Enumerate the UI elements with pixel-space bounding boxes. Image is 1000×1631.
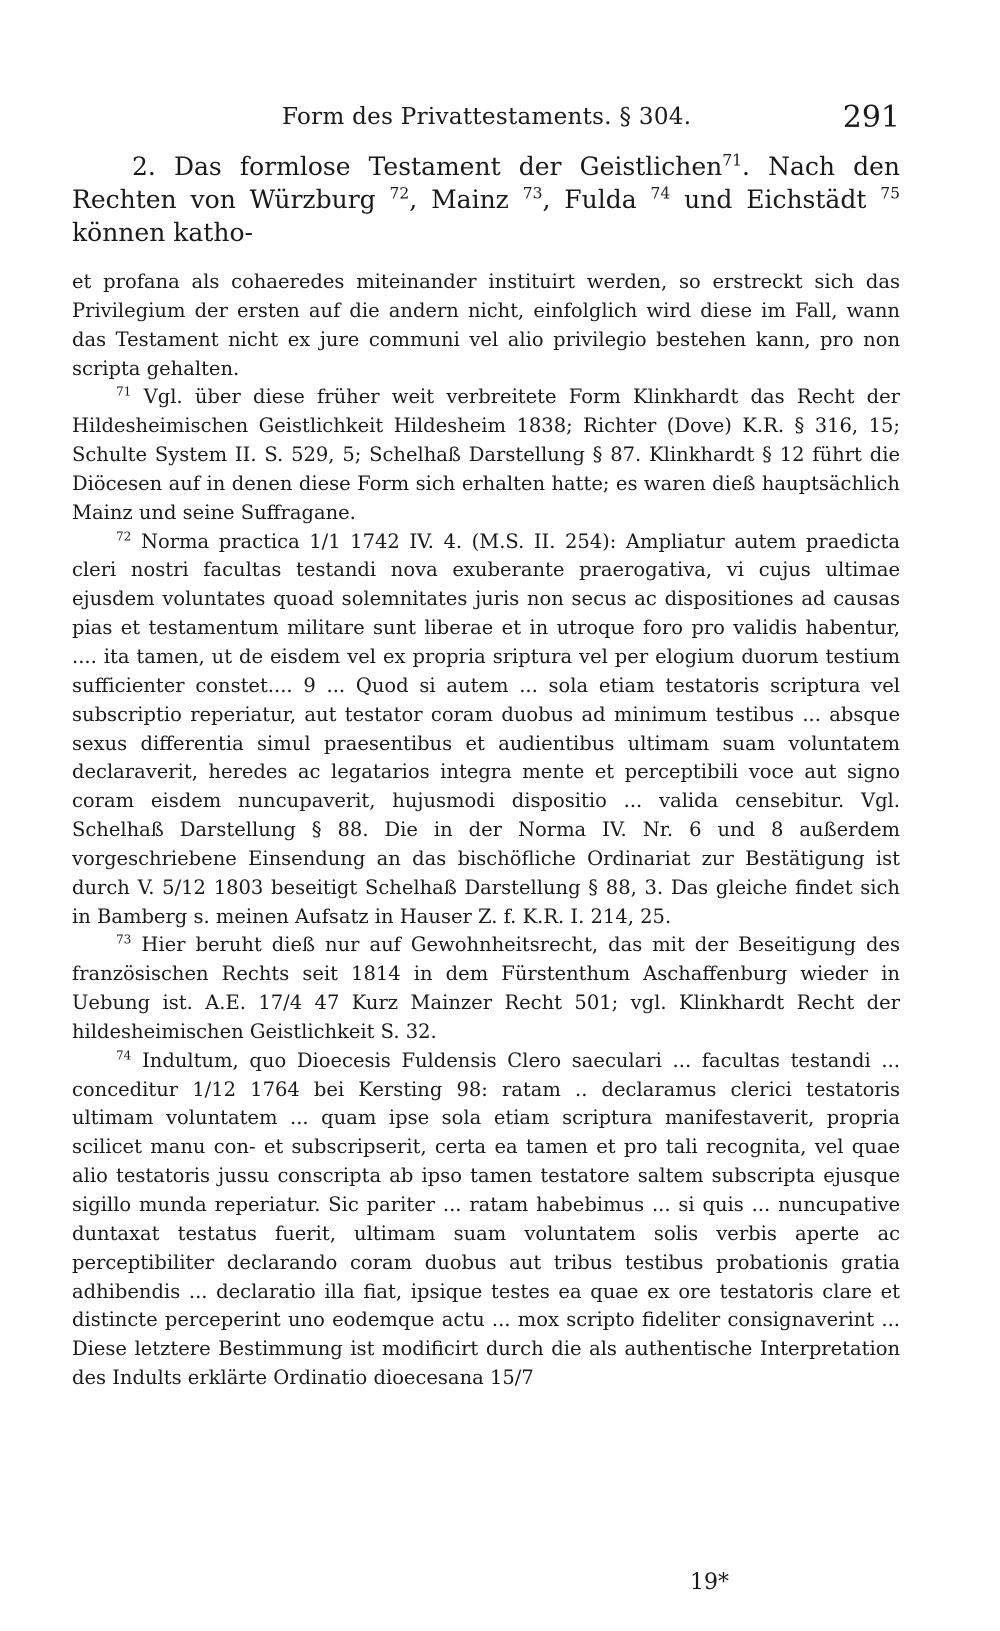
footnote-ref-74: 74: [650, 184, 671, 203]
footnotes: [72, 268, 900, 1393]
footnote-ref-75: 75: [880, 184, 900, 203]
footnote-continuation: et profana als cohaeredes miteinander instituirt werden, so erstreckt sich das Privilegium der ersten auf die andern nicht, einfolglich wird diese im Fall, wann das Testament nicht ex jure communi vel alio privilegio bestehen kann, pro non scripta gehalten.: [72, 270, 900, 380]
footnote-72: [72, 528, 900, 932]
footnote-ref-71: 71: [722, 151, 742, 170]
printer-signature: 19*: [690, 1570, 729, 1595]
footnote-text: Vgl. über diese früher weit verbreitete Form Klinkhardt das Recht der Hildesheimischen Geistlichkeit Hildesheim 1838; Richter (Dove) K.R. § 316, 15; Schulte System II. S. 529, 5; Schelhaß Darstellung § 87. Klinkhardt § 12 führt die Diöcesen auf in denen diese Form sich erhalten hatte; es waren dieß hauptsächlich Mainz und seine Suffragane.: [72, 385, 901, 524]
footnote-text: Indultum, quo Dioecesis Fuldensis Clero saeculari ... facultas testandi ... conceditur 1/12 1764 bei Kersting 98: ratam .. declaramus clerici testatoris ultimam voluntatem ... quam ipse sola etiam scriptura manifestaverit, propria scilicet manu con- et subscripserit, certa ea tamen et pro tali recognita, vel quae alio testatoris jussu conscripta ab ipso tamen testatore saltem subscripta ejusque sigillo munda reperiatur. Sic pariter ... ratam habebimus ... si quis ... nuncupative duntaxat testatus fuerit, ultimam suam voluntatem solis verbis aperte ac perceptibiliter declarando coram duobus aut tribus testibus probationis gratia adhibendis ... declaratio illa fiat, ipsique testes ea quae ex ore testatoris clare et distincte perceperint uno eodemque actu ... mox scripto fideliter consignaverint ... Diese letztere Bestimmung ist modificirt durch die als authentische Interpretation des Indults erklärte Ordinatio dioecesana 15/7: [72, 1048, 900, 1390]
footnote-number: 72: [116, 529, 132, 544]
footnote-number: 73: [116, 932, 132, 947]
footnote-74: [72, 1047, 900, 1393]
page-number: 291: [842, 100, 900, 135]
footnote-text: Norma practica 1/1 1742 IV. 4. (M.S. II. 254): Ampliatur autem praedicta cleri nostri facultas testandi nova exuberante praerogativa, vi cujus ultimae ejusdem voluntates quoad solemnitates juris non secus ac dispositiones ad causas pias et testamentum militare sunt liberae et in utroque foro pro validis habentur, .... ita tamen, ut de eisdem vel ex propria sriptura vel per elogium duorum testium sufficienter constet.... 9 ... Quod si autem ... sola etiam testatoris scriptura vel subscriptio reperiatur, aut testator coram duobus ad minimum testibus ... absque sexus differentia simul praesentibus et audientibus ultimam suam voluntatem declaraverit, heredes ac legatarios integra mente et perceptibili voce aut signo coram eisdem nuncupaverit, hujusmodi dispositio ... valida censebitur. Vgl. Schelhaß Darstellung § 88. Die in der Norma IV. Nr. 6 und 8 außerdem vorgeschriebene Einsendung an das bischöfliche Ordinariat zur Bestätigung ist durch V. 5/12 1803 beseitigt Schelhaß Darstellung § 88, 3. Das gleiche findet sich in Bamberg s. meinen Aufsatz in Hauser Z. f. K.R. I. 214, 25.: [72, 529, 901, 928]
footnote-ref-73: 73: [522, 184, 543, 203]
section-heading: 2. Das formlose Testament der Geistlichen: [132, 152, 723, 181]
page-header: [72, 98, 900, 138]
footnote-number: 71: [116, 384, 132, 399]
main-text: 2. Das formlose Testament der Geistlichen$^{71}$. Nach den Rechten von Würzburg $^{72}$, Mainz $^{73}$, Fulda $^{74}$ und Eichstädt $^{75}$ können katho-: [72, 151, 900, 247]
footnote-71: [72, 383, 900, 527]
running-title: Form des Privattestaments. § 304.: [282, 104, 692, 130]
footnote-ref-72: 72: [389, 184, 410, 203]
footnote-number: 74: [116, 1048, 132, 1063]
footnote-73: [72, 931, 900, 1046]
footnote-text: Hier beruht dieß nur auf Gewohnheitsrecht, das mit der Beseitigung des französischen Rechts seit 1814 in dem Fürstenthum Aschaffenburg wieder in Uebung ist. A.E. 17/4 47 Kurz Mainzer Recht 501; vgl. Klinkhardt Recht der hildesheimischen Geistlichkeit S. 32.: [72, 933, 900, 1043]
